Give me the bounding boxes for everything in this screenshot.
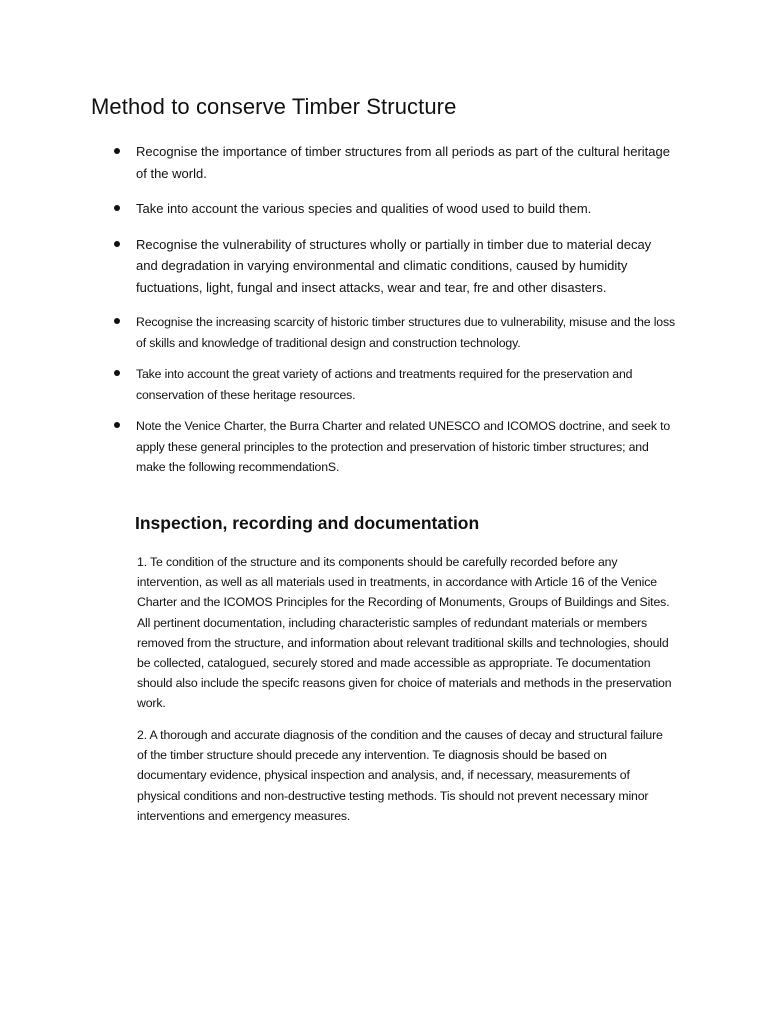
section-paragraph: 2. A thorough and accurate diagnosis of the condition and the causes of decay and structural failure of the timber structure should precede any intervention. Te diagnosis should be based on documentary evidence, physical inspection and analysis, and, if necessary, measurements of physical conditions and non-destructive testing methods. Tis should not prevent necessary minor interventions and emergency measures. bbox=[137, 728, 663, 823]
principles-list bbox=[0, 141, 768, 489]
list-item-text: Recognise the importance of timber structures from all periods as part of the cultural heritage of the world. bbox=[136, 144, 670, 181]
bullet-dot-icon bbox=[114, 370, 120, 376]
list-item bbox=[0, 364, 676, 405]
list-item-text: Take into account the great variety of actions and treatments required for the preservation and conservation of these heritage resources. bbox=[136, 367, 633, 402]
list-item-text: Recognise the vulnerability of structures wholly or partially in timber due to material decay and degradation in varying environmental and climatic conditions, caused by humidity fuctuations, light, fungal and insect attacks, wear and tear, fre and other disasters. bbox=[136, 236, 652, 295]
list-item bbox=[0, 312, 676, 353]
section-paragraph: 1. Te condition of the structure and its components should be carefully recorded before any intervention, as well as all materials used in treatments, in accordance with Article 16 of the Venice Charter and the ICOMOS Principles for the Recording of Monuments, Groups of Buildings and Sites. All pertinent documentation, including characteristic samples of redundant materials or members removed from the structure, and information about relevant traditional skills and technologies, should be collected, catalogued, securely stored and made accessible as appropriate. Te documentation should also include the specifc reasons given for choice of materials and methods in the preservation work. bbox=[137, 555, 672, 711]
bullet-dot-icon bbox=[114, 318, 120, 324]
list-item bbox=[0, 198, 676, 220]
bullet-dot-icon bbox=[114, 205, 120, 211]
list-item-text: Note the Venice Charter, the Burra Charter and related UNESCO and ICOMOS doctrine, and seek to apply these general principles to the protection and preservation of historic timber structures; and make the following recommendationS. bbox=[136, 419, 671, 474]
list-item-text: Take into account the various species and qualities of wood used to build them. bbox=[136, 201, 592, 216]
bullet-dot-icon bbox=[114, 148, 120, 154]
list-item bbox=[0, 234, 676, 299]
page-title: Method to conserve Timber Structure bbox=[91, 94, 457, 119]
list-item bbox=[0, 141, 676, 184]
bullet-dot-icon bbox=[114, 241, 120, 247]
list-item bbox=[0, 416, 676, 478]
section-heading: Inspection, recording and documentation bbox=[135, 513, 480, 533]
bullet-dot-icon bbox=[114, 422, 120, 428]
list-item-text: Recognise the increasing scarcity of historic timber structures due to vulnerability, misuse and the loss of skills and knowledge of traditional design and construction technology. bbox=[136, 315, 675, 350]
